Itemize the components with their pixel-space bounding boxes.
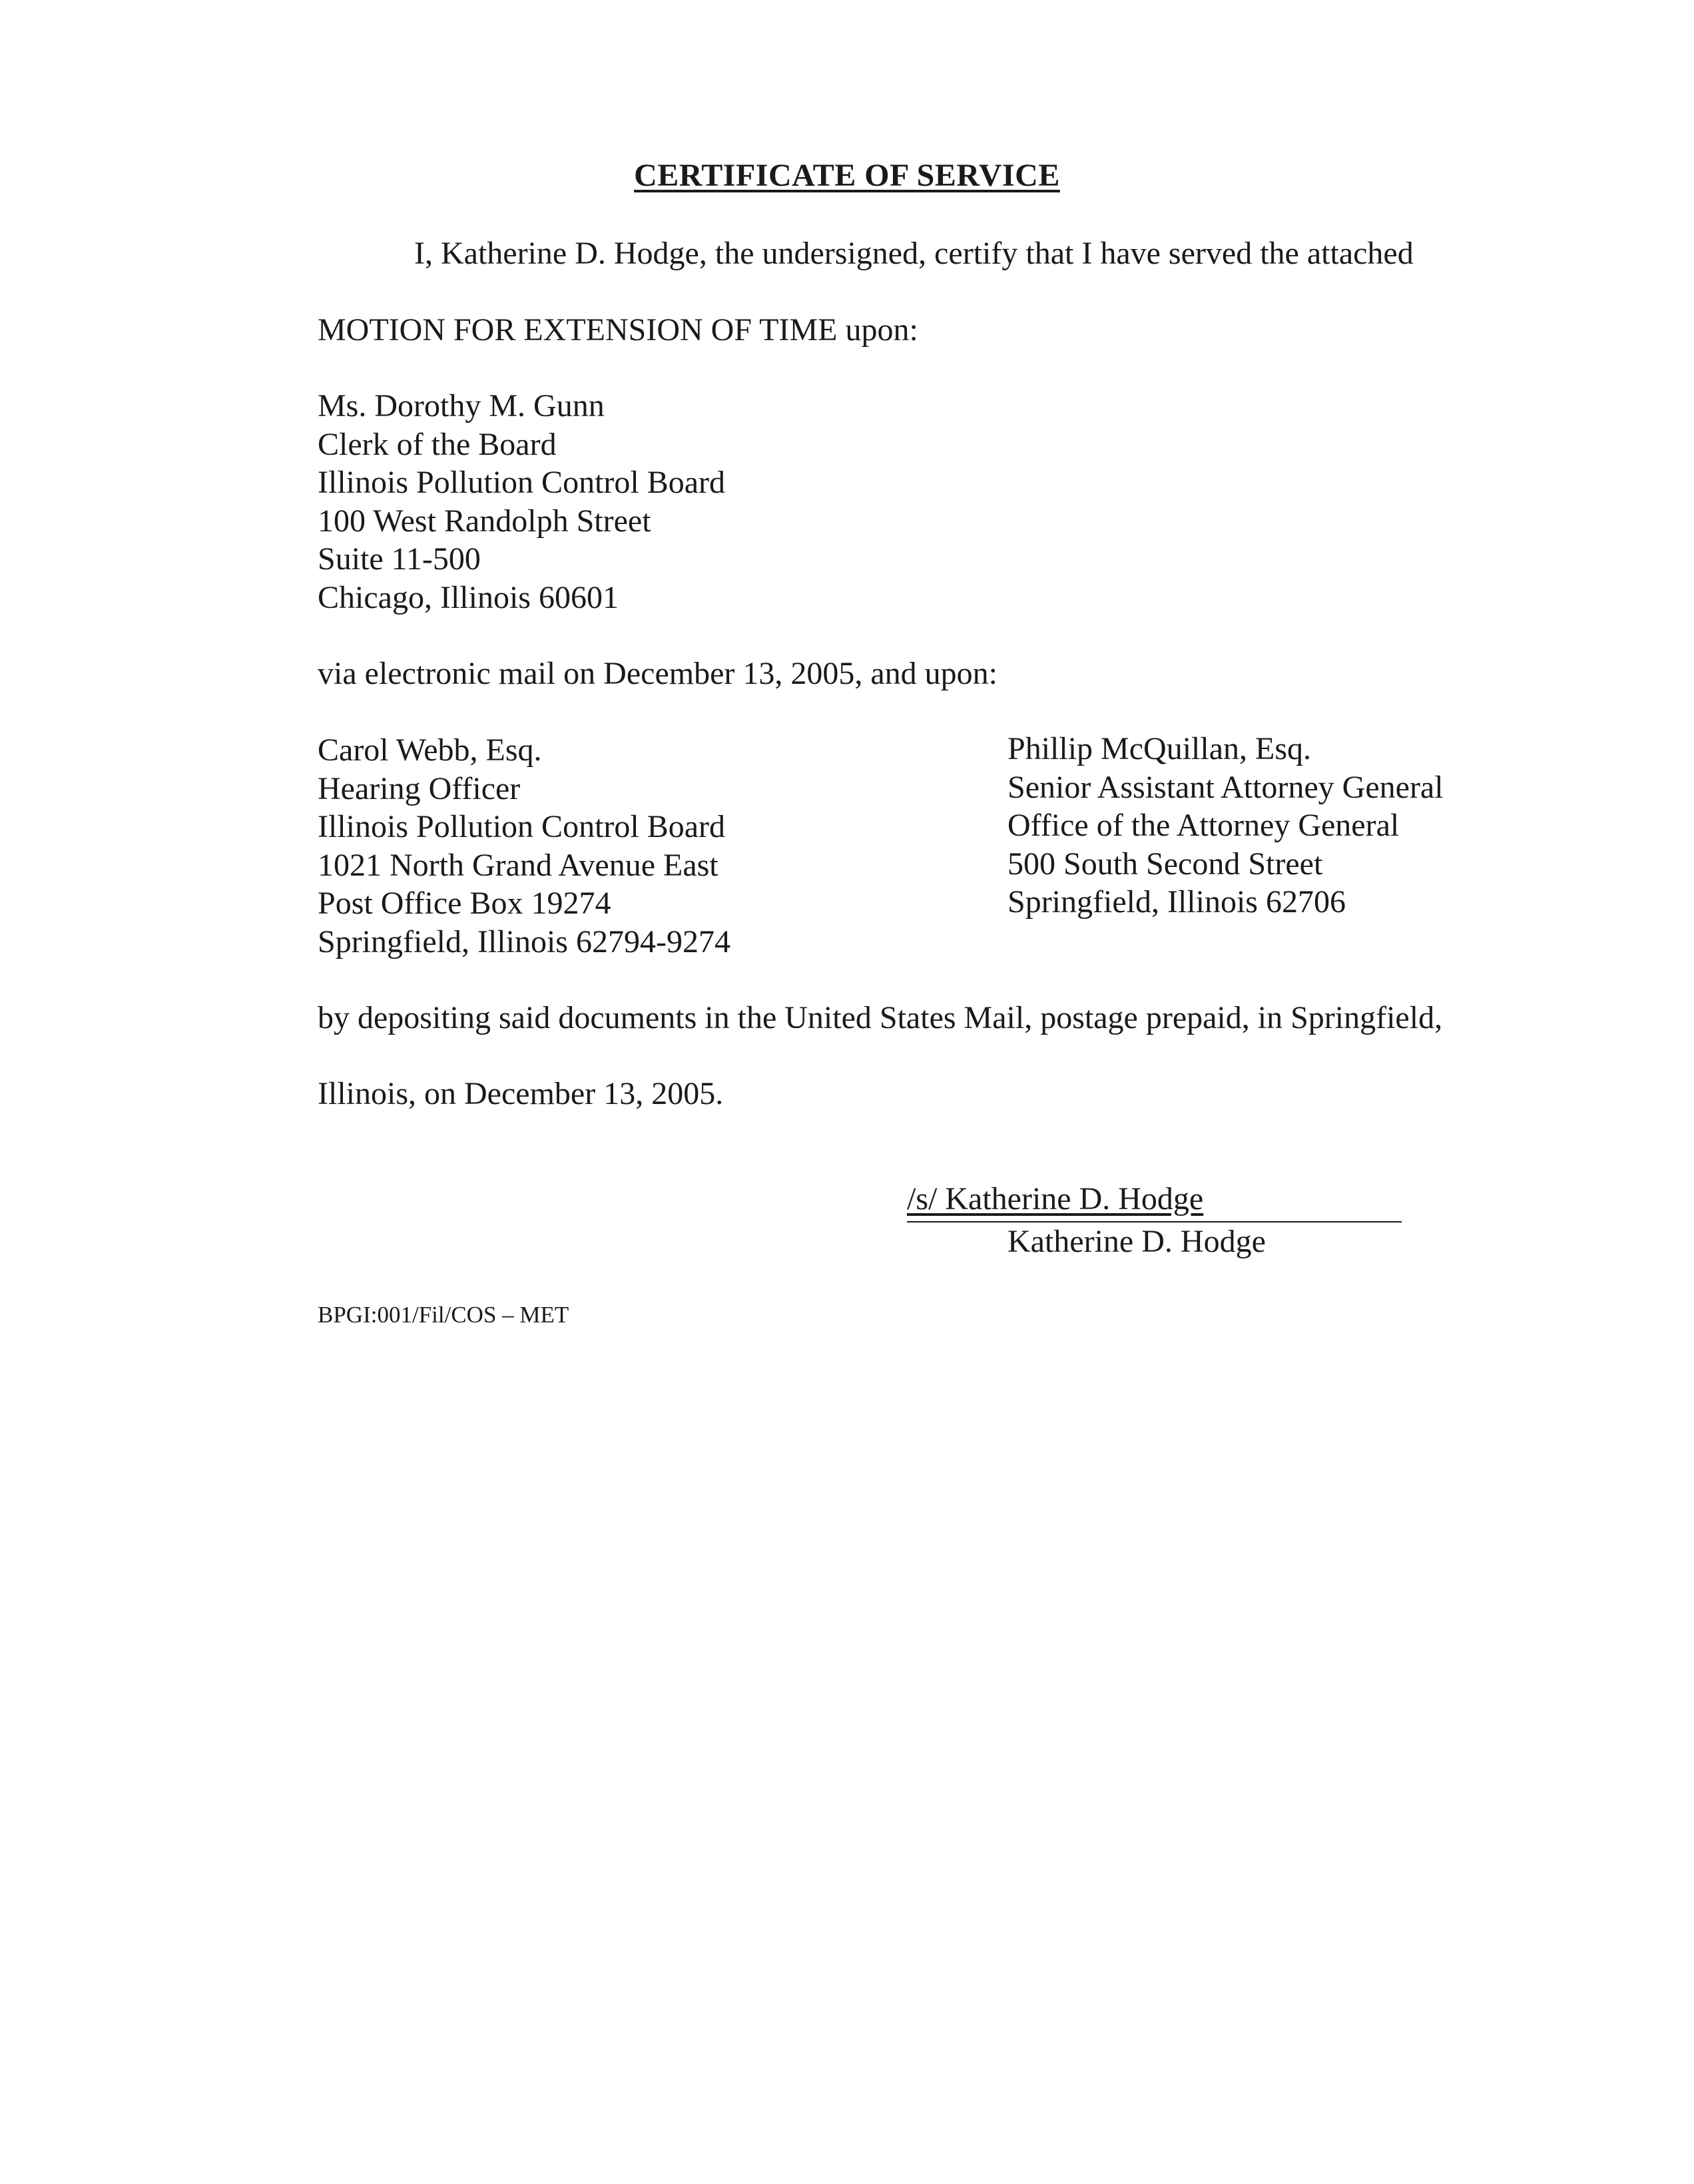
recipient-right-line: Springfield, Illinois 62706	[1007, 884, 1346, 920]
signature-line	[907, 1180, 1402, 1223]
document-title: CERTIFICATE OF SERVICE	[634, 158, 1060, 193]
recipient-left-line: Springfield, Illinois 62794-9274	[318, 924, 730, 959]
first-recipient-line: Clerk of the Board	[318, 426, 557, 462]
recipient-left-line: Illinois Pollution Control Board	[318, 809, 726, 844]
recipient-right-line: 500 South Second Street	[1007, 846, 1323, 882]
footer-code: BPGI:001/Fil/COS – MET	[318, 1302, 569, 1328]
deposit-line-2: Illinois, on December 13, 2005.	[318, 1076, 724, 1111]
first-recipient-line: Ms. Dorothy M. Gunn	[318, 388, 605, 423]
recipient-right-address	[1007, 730, 1444, 922]
recipient-left-line: Carol Webb, Esq.	[318, 732, 542, 768]
first-recipient-line: Chicago, Illinois 60601	[318, 579, 619, 615]
deposit-line-1: by depositing said documents in the United States Mail, postage prepaid, in Springfield,	[318, 1000, 1443, 1035]
recipient-right-line: Phillip McQuillan, Esq.	[1007, 731, 1311, 766]
intro-line: I, Katherine D. Hodge, the undersigned, certify that I have served the attached	[414, 236, 1414, 271]
recipient-right-line: Office of the Attorney General	[1007, 808, 1400, 843]
via-line: via electronic mail on December 13, 2005, and upon:	[318, 656, 998, 691]
first-recipient-address	[318, 387, 725, 617]
first-recipient-line: Suite 11-500	[318, 541, 481, 577]
motion-line: MOTION FOR EXTENSION OF TIME upon:	[318, 312, 918, 348]
first-recipient-line: 100 West Randolph Street	[318, 503, 651, 539]
signature: /s/ Katherine D. Hodge	[907, 1181, 1204, 1217]
first-recipient-line: Illinois Pollution Control Board	[318, 465, 726, 500]
signer-name: Katherine D. Hodge	[1007, 1224, 1266, 1259]
recipient-left-line: 1021 North Grand Avenue East	[318, 847, 718, 883]
recipient-left-address	[318, 731, 730, 961]
recipient-left-line: Hearing Officer	[318, 770, 521, 806]
recipient-left-line: Post Office Box 19274	[318, 886, 611, 921]
recipient-right-line: Senior Assistant Attorney General	[1007, 769, 1444, 805]
